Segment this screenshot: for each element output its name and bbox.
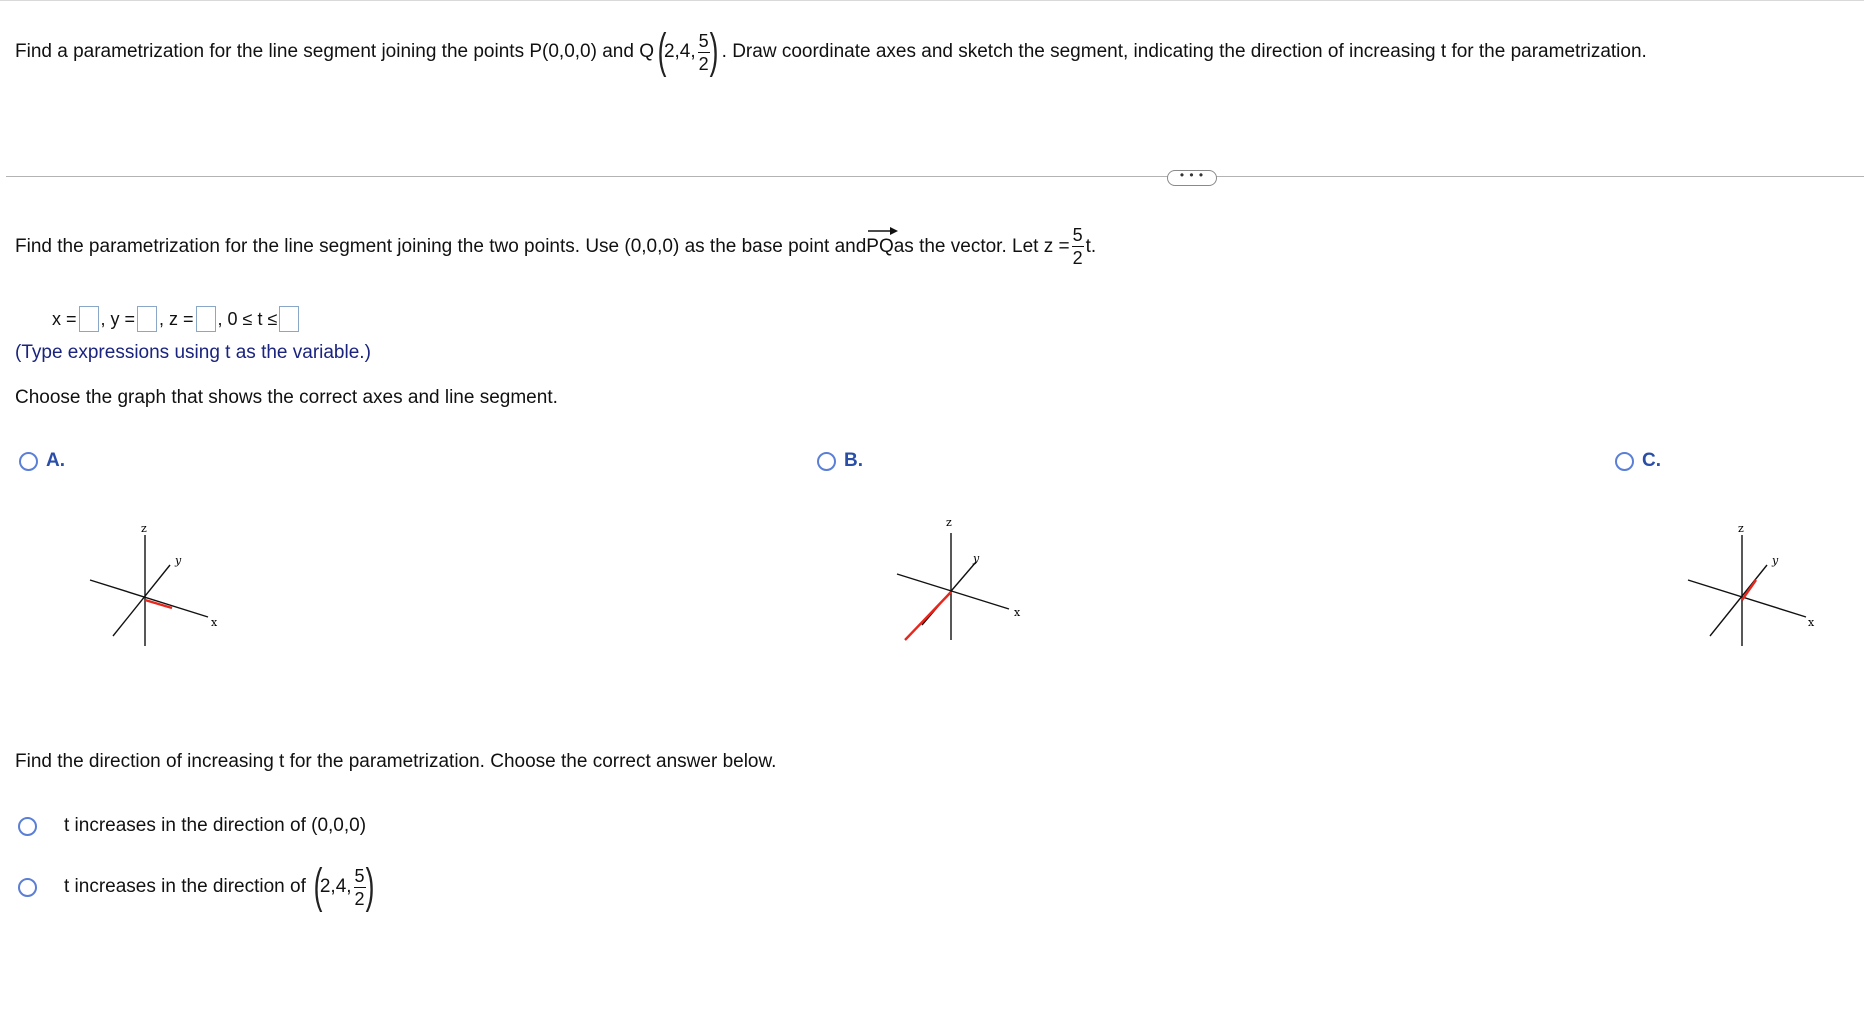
graph-c-y-axis bbox=[1710, 565, 1767, 636]
question-prefix: Find a parametrization for the line segment joining the points P(0,0,0) and Q bbox=[15, 41, 654, 62]
dir-frac-num: 5 bbox=[354, 865, 365, 886]
direction-option-1[interactable] bbox=[18, 815, 366, 837]
graph-a-y-label: y bbox=[175, 554, 182, 567]
graph-prompt: Choose the graph that shows the correct axes and line segment. bbox=[15, 387, 558, 408]
graph-c[interactable] bbox=[1680, 520, 1850, 650]
direction-prompt: Find the direction of increasing t for the parametrization. Choose the correct answer below. bbox=[15, 751, 777, 772]
direction-option-2-prefix: t increases in the direction of bbox=[64, 876, 306, 897]
vector-arrow-icon bbox=[868, 227, 898, 235]
part1-text bbox=[15, 226, 1096, 267]
option-a-radio[interactable] bbox=[19, 452, 38, 471]
question-text bbox=[15, 25, 1647, 78]
part1-prefix: Find the parametrization for the line segment joining the two points. Use (0,0,0) as the base point and bbox=[15, 235, 867, 257]
graph-b[interactable] bbox=[892, 512, 1062, 644]
option-b-label: B. bbox=[844, 450, 863, 471]
graph-c-segment bbox=[1742, 580, 1756, 600]
graph-b-z-label: z bbox=[946, 516, 952, 529]
direction-option-1-text: t increases in the direction of (0,0,0) bbox=[64, 815, 367, 836]
vector-pq bbox=[866, 236, 893, 258]
top-rule bbox=[0, 0, 1864, 1]
z-label: , z = bbox=[159, 308, 194, 329]
graph-b-y-label: y bbox=[973, 552, 980, 565]
hint-text: (Type expressions using t as the variable.) bbox=[15, 342, 371, 363]
more-options-button[interactable]: • • • bbox=[1167, 170, 1217, 186]
option-c-radio[interactable] bbox=[1615, 452, 1634, 471]
q-frac-num: 5 bbox=[698, 30, 709, 51]
option-a-label: A. bbox=[46, 450, 65, 471]
part1-suffix: t. bbox=[1085, 235, 1097, 257]
graph-c-z-label: z bbox=[1738, 522, 1744, 535]
option-b-radio[interactable] bbox=[817, 452, 836, 471]
direction-option-2-fraction bbox=[354, 867, 366, 908]
vector-label: PQ bbox=[866, 235, 894, 257]
x-label: x = bbox=[52, 308, 77, 329]
option-b[interactable] bbox=[817, 450, 863, 472]
graph-a-z-label: z bbox=[141, 522, 147, 535]
graph-a-y-axis bbox=[113, 565, 170, 636]
y-input[interactable] bbox=[137, 306, 157, 332]
graph-a-x-axis bbox=[90, 580, 208, 617]
graph-b-segment bbox=[905, 592, 951, 640]
question-suffix: . Draw coordinate axes and sketch the segment, indicating the direction of increasing t for the parametrization. bbox=[721, 41, 1647, 62]
z-frac-den: 2 bbox=[1072, 248, 1083, 268]
left-paren: ( bbox=[657, 25, 667, 78]
t-bound-label: , 0 ≤ t ≤ bbox=[217, 308, 278, 329]
x-input[interactable] bbox=[79, 306, 99, 332]
y-label: , y = bbox=[100, 308, 136, 329]
option-c[interactable] bbox=[1615, 450, 1661, 472]
dir-frac-den: 2 bbox=[354, 888, 365, 909]
direction-option-2-radio[interactable] bbox=[18, 878, 37, 897]
graph-a-x-label: x bbox=[211, 616, 218, 629]
direction-option-2-coords: 2,4, bbox=[319, 876, 352, 897]
z-frac-num: 5 bbox=[1072, 225, 1083, 245]
option-c-label: C. bbox=[1642, 450, 1661, 471]
graph-c-y-label: y bbox=[1772, 554, 1779, 567]
graph-b-x-label: x bbox=[1014, 606, 1021, 619]
q-frac-den: 2 bbox=[698, 53, 709, 74]
t-upper-input[interactable] bbox=[279, 306, 299, 332]
graph-b-x-axis bbox=[897, 574, 1009, 609]
q-fraction bbox=[698, 32, 710, 73]
direction-option-1-radio[interactable] bbox=[18, 817, 37, 836]
q-coords: 2,4, bbox=[663, 41, 696, 62]
section-divider bbox=[6, 176, 1864, 177]
direction-option-2-text bbox=[64, 860, 378, 913]
graph-c-x-axis bbox=[1688, 580, 1806, 617]
graph-a[interactable] bbox=[80, 520, 250, 650]
z-fraction bbox=[1072, 226, 1084, 267]
z-input[interactable] bbox=[196, 306, 216, 332]
right-paren: ) bbox=[709, 25, 719, 78]
direction-option-2[interactable] bbox=[18, 860, 378, 913]
option-a[interactable] bbox=[19, 450, 65, 472]
dir-left-paren: ( bbox=[313, 860, 323, 913]
dir-right-paren: ) bbox=[365, 860, 374, 913]
part1-middle: as the vector. Let z = bbox=[893, 235, 1070, 257]
graph-c-x-label: x bbox=[1808, 616, 1815, 629]
answer-row bbox=[52, 306, 301, 332]
